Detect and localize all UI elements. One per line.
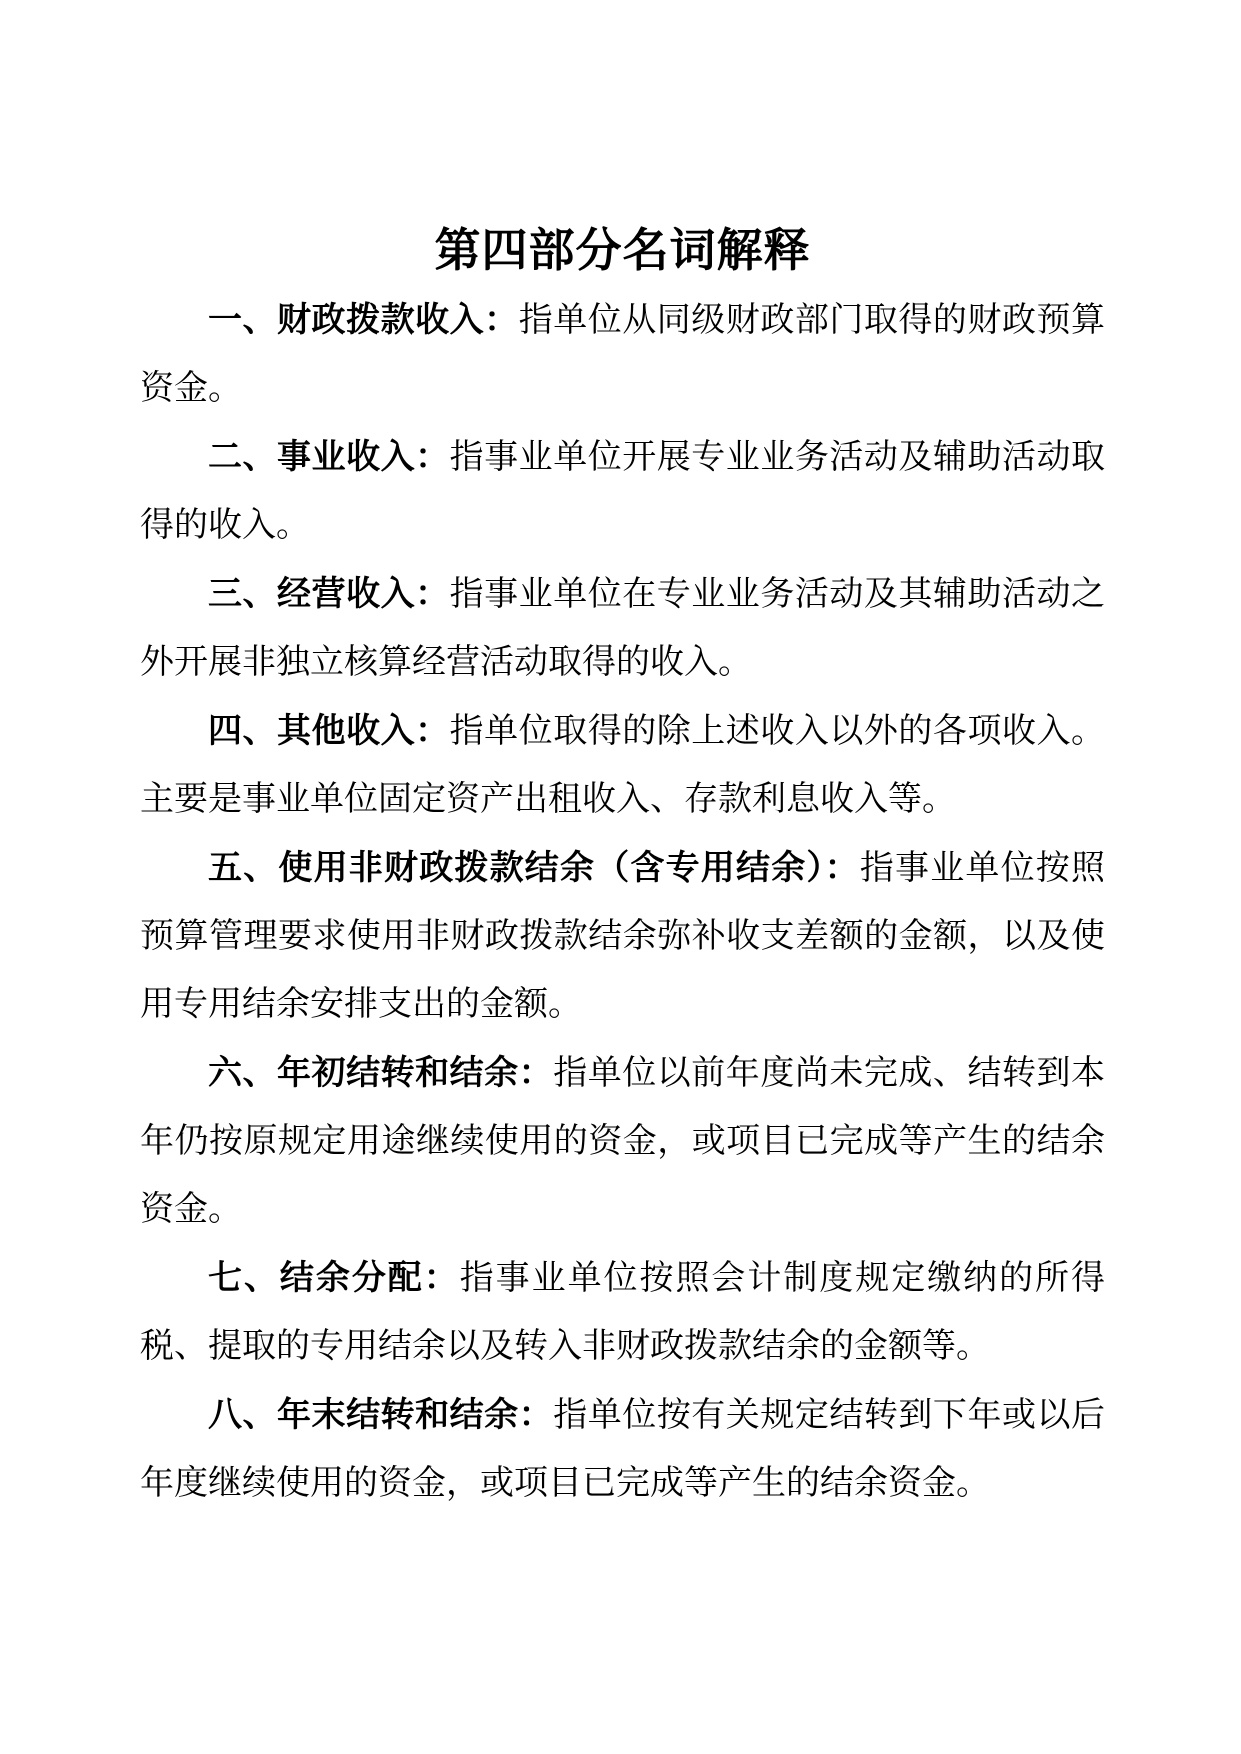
term-definition: 指单位取得的除上述收入以外的各项收入。主要是事业单位固定资产出租收入、存款利息收入等。 [140,713,1105,818]
page-title: 第四部分名词解释 [434,224,811,276]
term-definition: 指单位按有关规定结转到下年或以后年度继续使用的资金，或项目已完成等产生的结余资金。 [140,1397,1106,1502]
term-paragraph-4 [140,697,1105,834]
term-label: 二、事业收入： [208,438,450,476]
term-label: 四、其他收入： [208,712,450,750]
term-definition: 指事业单位在专业业务活动及其辅助活动之外开展非独立核算经营活动取得的收入。 [140,576,1105,681]
term-label: 八、年末结转和结余： [208,1396,554,1434]
term-definition: 指单位以前年度尚未完成、结转到本年仍按原规定用途继续使用的资金，或项目已完成等产生的结余资金。 [140,1055,1106,1228]
term-paragraph-6 [140,1039,1105,1244]
term-paragraph-2 [140,423,1105,560]
term-definition: 指事业单位按照会计制度规定缴纳的所得税、提取的专用结余以及转入非财政拨款结余的金额等。 [140,1260,1106,1365]
term-paragraph-5 [140,834,1105,1039]
term-definition: 指事业单位按照预算管理要求使用非财政拨款结余弥补收支差额的金额，以及使用专用结余安排支出的金额。 [140,850,1106,1023]
term-definition: 指事业单位开展专业业务活动及辅助活动取得的收入。 [140,439,1105,544]
term-label: 一、财政拨款收入： [208,301,519,339]
term-definition: 指单位从同级财政部门取得的财政预算资金。 [140,302,1106,407]
term-label: 六、年初结转和结余： [208,1054,554,1092]
term-label: 三、经营收入： [208,575,450,613]
term-paragraph-7 [140,1244,1105,1381]
term-label: 七、结余分配： [208,1259,460,1297]
term-label: 五、使用非财政拨款结余（含专用结余）： [208,849,860,887]
term-paragraph-3 [140,560,1105,697]
term-paragraph-1 [140,286,1105,423]
term-paragraph-8 [140,1381,1105,1518]
